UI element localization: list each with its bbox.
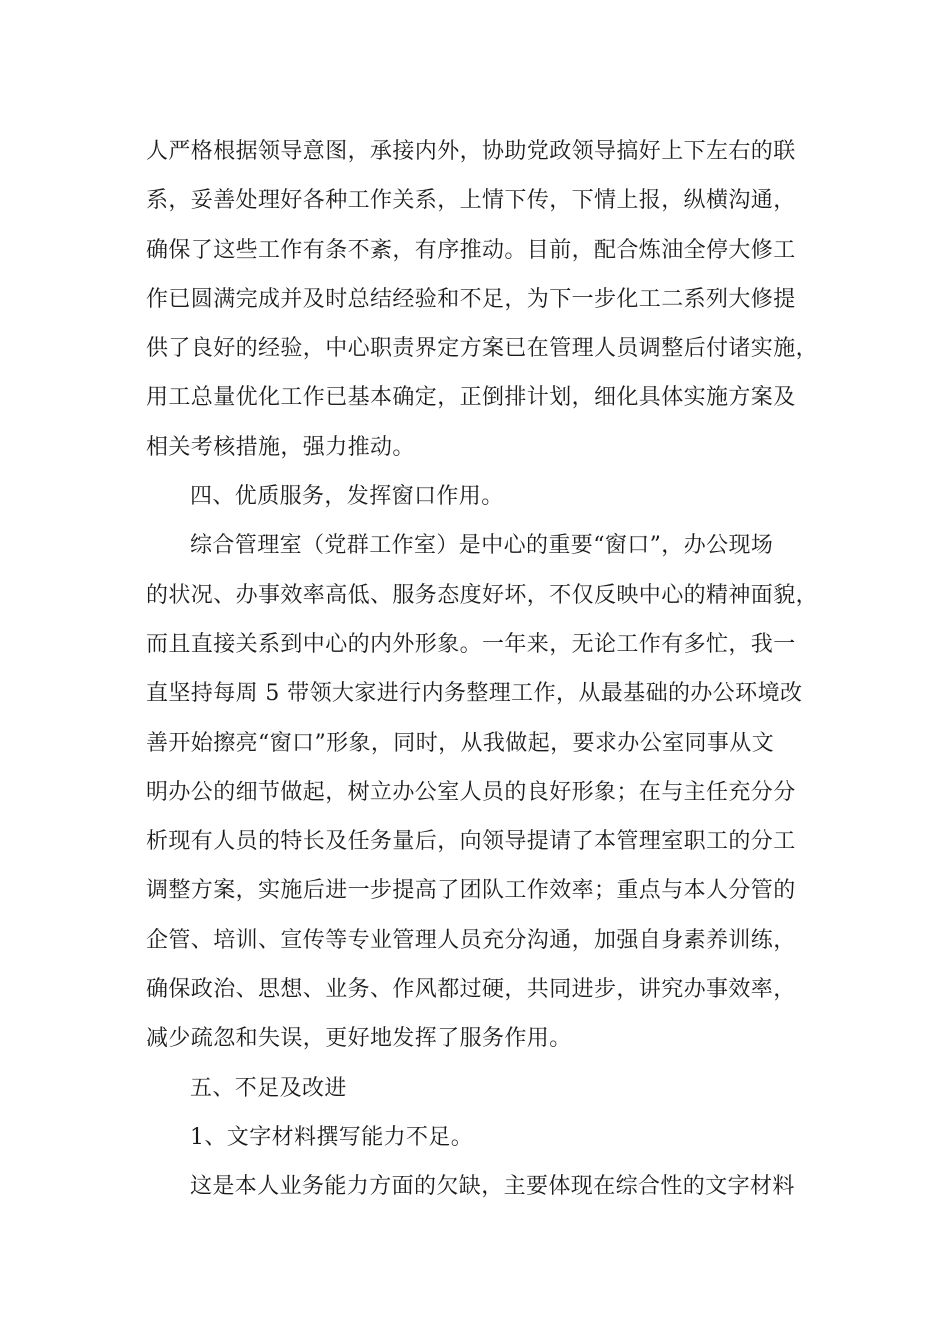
- text-line: 而且直接关系到中心的内外形象。一年来，无论工作有多忙，我一: [146, 631, 796, 657]
- text-line: 减少疏忽和失误，更好地发挥了服务作用。: [146, 1026, 572, 1052]
- paragraph-first-line: 综合管理室（党群工作室）是中心的重要“窗口”，办公现场: [190, 533, 774, 559]
- text-line: 确保了这些工作有条不紊，有序推动。目前，配合炼油全停大修工: [146, 237, 796, 263]
- text-line: 直坚持每周 5 带领大家进行内务整理工作，从最基础的办公环境改: [146, 681, 803, 707]
- text-line: 供了良好的经验，中心职责界定方案已在管理人员调整后付诸实施，: [146, 336, 819, 362]
- text-line: 确保政治、思想、业务、作风都过硬，共同进步，讲究办事效率，: [146, 977, 796, 1003]
- text-line: 调整方案，实施后进一步提高了团队工作效率；重点与本人分管的: [146, 878, 796, 904]
- subsection-heading: 1、文字材料撰写能力不足。: [190, 1124, 474, 1150]
- text-line: 析现有人员的特长及任务量后，向领导提请了本管理室职工的分工: [146, 829, 796, 855]
- text-line: 人严格根据领导意图，承接内外，协助党政领导搞好上下左右的联: [146, 139, 796, 164]
- paragraph-first-line: 这是本人业务能力方面的欠缺，主要体现在综合性的文字材料: [190, 1174, 795, 1200]
- text-line: 用工总量优化工作已基本确定，正倒排计划，细化具体实施方案及: [146, 385, 796, 411]
- text-line: 作已圆满完成并及时总结经验和不足，为下一步化工二系列大修提: [146, 286, 796, 312]
- section-heading: 五、不足及改进: [190, 1075, 347, 1101]
- text-line: 相关考核措施，强力推动。: [146, 434, 415, 460]
- document-body: [146, 127, 819, 1212]
- text-line: 善开始擦亮“窗口”形象，同时，从我做起，要求办公室同事从文: [146, 730, 775, 756]
- text-line: 企管、培训、宣传等专业管理人员充分沟通，加强自身素养训练，: [146, 927, 796, 953]
- text-line: 明办公的细节做起，树立办公室人员的良好形象；在与主任充分分: [146, 779, 796, 805]
- text-line: 系，妥善处理好各种工作关系，上情下传，下情上报，纵横沟通，: [146, 188, 796, 214]
- section-heading: 四、优质服务，发挥窗口作用。: [190, 484, 504, 510]
- text-line: 的状况、办事效率高低、服务态度好坏，不仅反映中心的精神面貌，: [146, 582, 819, 608]
